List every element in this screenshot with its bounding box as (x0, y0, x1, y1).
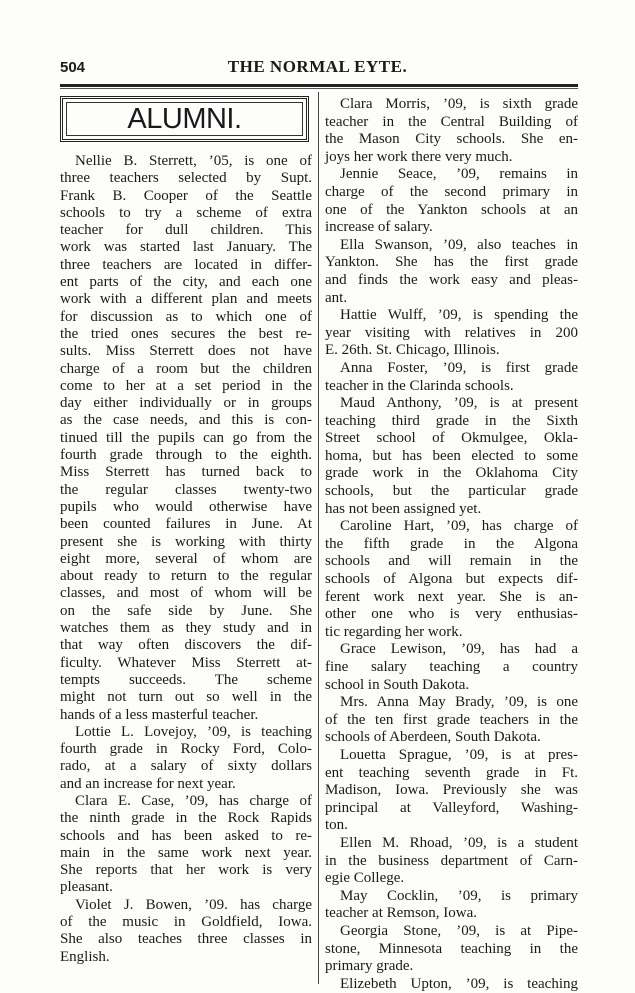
text-line: three teachers selected by Supt. (60, 170, 312, 187)
text-line: Mrs. Anna May Brady, ’09, is one (340, 694, 578, 711)
text-line: Maud Anthony, ’09, is at present (340, 395, 578, 412)
paragraph (325, 96, 578, 166)
header-rule-thin (60, 88, 578, 89)
text-line: classes, and most of whom will be (60, 585, 312, 602)
text-line: ent parts of the city, and each one (60, 274, 312, 291)
text-line: one of the Yankton schools at an (325, 201, 578, 218)
header-rule (60, 84, 578, 87)
text-line: charge of a room but the children (60, 360, 312, 377)
paragraph (325, 307, 578, 360)
text-line: Elizebeth Upton, ’09, is teaching (340, 975, 578, 992)
text-line: joys her work there very much. (325, 148, 513, 165)
text-line: stone, Minnesota teaching in the (325, 940, 578, 957)
paragraph (325, 518, 578, 641)
text-line: Georgia Stone, ’09, is at Pipe- (340, 922, 578, 939)
text-line: schools and will remain in the (325, 553, 578, 570)
text-line: Anna Foster, ’09, is first grade (340, 359, 578, 376)
text-line: Nellie B. Sterrett, ’05, is one of (75, 153, 312, 169)
text-line: increase of salary. (325, 219, 433, 236)
text-line: Clara E. Case, ’09, has charge of (75, 792, 312, 809)
text-line: principal at Valleyford, Washing- (325, 799, 578, 816)
paragraph (325, 237, 578, 307)
text-line: fine salary teaching a country (325, 659, 578, 675)
text-line: ant. (325, 289, 348, 306)
section-title: ALUMNI. (127, 102, 242, 135)
text-line: schools, but the particular grade (325, 483, 578, 500)
text-line: schools of Aberdeen, South Dakota. (325, 729, 541, 746)
text-line: teacher for dull children. This (60, 222, 312, 239)
running-title: THE NORMAL EYTE. (227, 57, 408, 76)
text-line: watches them as they study and in (60, 620, 312, 637)
text-line: might not turn out so well in the (60, 689, 312, 706)
text-line: the Mason City schools. She en- (325, 131, 578, 148)
text-line: main in the same work next year. (60, 844, 312, 861)
text-line: teaching third grade in the Sixth (325, 412, 578, 429)
text-line: egie College. (325, 870, 405, 887)
text-line: primary grade. (325, 958, 414, 975)
text-line: pupils who would otherwise have (60, 498, 312, 515)
text-line: Ellen M. Rhoad, ’09, is a student (340, 834, 578, 851)
text-line: the fifth grade in the Algona (325, 535, 578, 552)
text-line: Louetta Sprague, ’09, is at pres- (340, 746, 578, 763)
text-line: tempts succeeds. The scheme (60, 671, 312, 688)
text-line: teacher at Remson, Iowa. (325, 905, 478, 922)
text-line: hands of a less masterful teacher. (60, 706, 259, 723)
text-line: ficulty. Whatever Miss Sterrett at- (60, 654, 312, 671)
text-line: Lottie L. Lovejoy, ’09, is teaching (75, 723, 312, 740)
text-line: schools of Algona but expects dif- (325, 571, 578, 588)
text-line: fourth grade through to the eighth. (60, 447, 312, 464)
paragraph (325, 694, 578, 747)
text-line: tinued till the pupils can go from the (60, 429, 312, 446)
text-line: teacher in the Central Building of (325, 113, 578, 130)
text-line: year visiting with relatives in 200 (325, 324, 578, 341)
paragraph (325, 976, 578, 993)
text-line: schools and has been asked to re- (60, 827, 312, 844)
text-line: work with a different plan and meets (60, 291, 312, 308)
text-line: other one who is very enthusias- (325, 606, 578, 623)
paragraph (325, 395, 578, 518)
text-line: school in South Dakota. (325, 676, 470, 693)
text-line: about ready to return to the regular (60, 568, 312, 585)
text-line: She reports that her work is very (60, 862, 312, 879)
text-line: Miss Sterrett has turned back to (60, 464, 312, 481)
text-line: grade work in the Oklahoma City (325, 465, 578, 482)
text-line: of the music in Goldfield, Iowa. (60, 914, 312, 931)
paragraph (60, 897, 312, 966)
paragraph (60, 793, 312, 897)
text-line: and an increase for next year. (60, 775, 236, 792)
paragraph (60, 153, 312, 724)
text-line: ton. (325, 817, 348, 834)
text-line: fourth grade in Rocky Ford, Colo- (60, 741, 312, 758)
text-line: Clara Morris, ’09, is sixth grade (340, 96, 578, 112)
paragraph (325, 166, 578, 236)
text-line: Madison, Iowa. Previously she was (325, 782, 578, 799)
paragraph (60, 724, 312, 793)
text-line: tic regarding her work. (325, 623, 463, 640)
text-line: the regular classes twenty-two (60, 481, 312, 498)
paragraph (325, 360, 578, 395)
text-line: pleasant. (60, 879, 113, 896)
text-line: Frank B. Cooper of the Seattle (60, 187, 312, 204)
text-line: She also teaches three classes in (60, 931, 312, 948)
text-line: schools to try a scheme of extra (60, 204, 312, 221)
text-line: teacher in the Clarinda schools. (325, 377, 514, 394)
text-line: English. (60, 948, 110, 965)
text-line: that way often discovers the dif- (60, 637, 312, 654)
paragraph (325, 923, 578, 976)
text-line: Grace Lewison, ’09, has had a (340, 641, 578, 658)
text-line: charge of the second primary in (325, 183, 578, 200)
paragraph (325, 641, 578, 694)
paragraph (325, 888, 578, 923)
column-right (325, 96, 578, 993)
section-title-box (60, 96, 309, 142)
text-line: on the safe side by June. She (60, 602, 312, 619)
text-line: and finds the work easy and pleas- (325, 271, 578, 288)
text-line: rado, at a salary of sixty dollars (60, 758, 312, 775)
text-line: work was started last January. The (60, 239, 312, 256)
text-line: Jennie Seace, ’09, remains in (340, 166, 578, 183)
paragraph (325, 835, 578, 888)
text-line: present she is working with thirty (60, 533, 312, 550)
text-line: the tried ones secures the best re- (60, 325, 312, 342)
text-line: Caroline Hart, ’09, has charge of (340, 518, 578, 535)
text-line: E. 26th. St. Chicago, Illinois. (325, 342, 500, 359)
text-line: been counted failures in June. At (60, 516, 312, 533)
text-line: in the business department of Carn- (325, 852, 578, 869)
text-line: sults. Miss Sterrett does not have (60, 343, 312, 360)
text-line: has not been assigned yet. (325, 500, 482, 517)
text-line: for discussion as to which one of (60, 308, 312, 325)
text-line: ferent work next year. She is an- (325, 588, 578, 605)
paragraph (325, 747, 578, 835)
page-number: 504 (60, 59, 86, 76)
text-line: Ella Swanson, ’09, also teaches in (340, 236, 578, 253)
text-line: the ninth grade in the Rock Rapids (60, 810, 312, 827)
text-line: three teachers are located in differ- (60, 256, 312, 273)
text-line: ent teaching seventh grade in Ft. (325, 764, 578, 781)
text-line: of the ten first grade teachers in the (325, 711, 578, 728)
column-left (60, 153, 312, 966)
text-line: homa, but has been elected to some (325, 447, 578, 464)
text-line: Street school of Okmulgee, Okla- (325, 430, 578, 447)
text-line: Violet J. Bowen, ’09. has charge (75, 896, 312, 913)
text-line: eight more, several of whom are (60, 550, 312, 567)
column-divider (318, 92, 319, 984)
text-line: as the case needs, and this is con- (60, 412, 312, 429)
text-line: Yankton. She has the first grade (325, 254, 578, 271)
text-line: day either individually or in groups (60, 395, 312, 412)
text-line: come to her at a set period in the (60, 377, 312, 394)
text-line: Hattie Wulff, ’09, is spending the (340, 307, 578, 324)
text-line: May Cocklin, ’09, is primary (340, 887, 578, 904)
